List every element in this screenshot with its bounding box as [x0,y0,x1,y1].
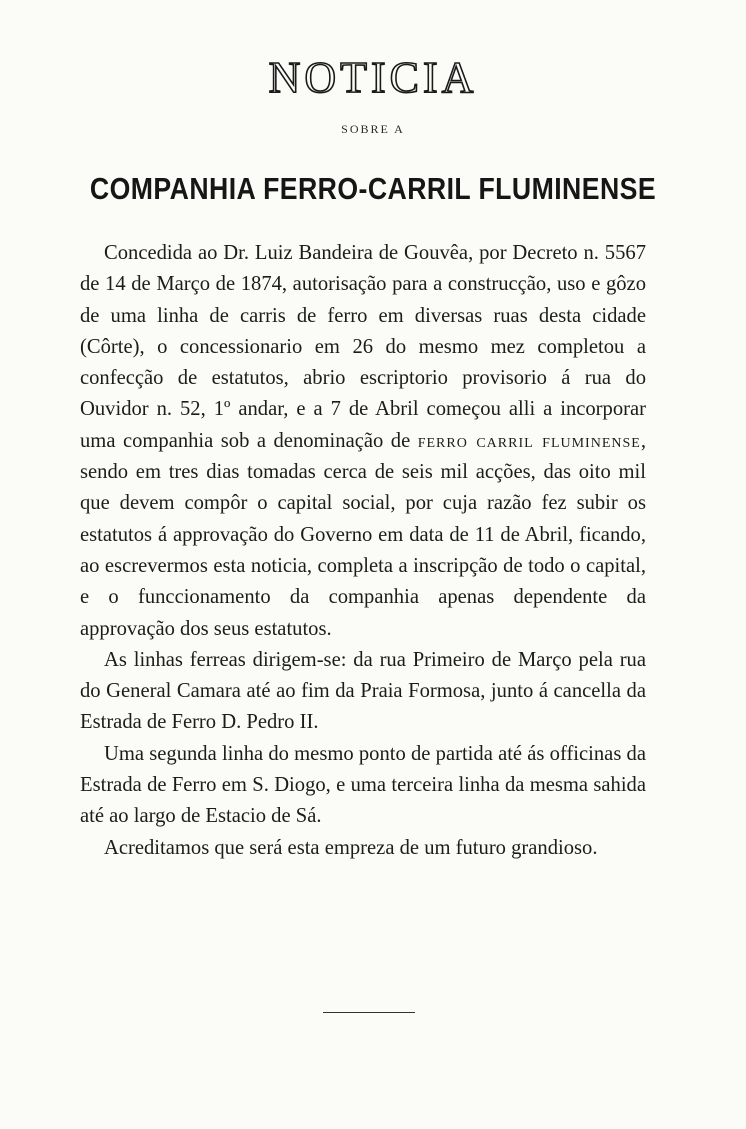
paragraph-1-text-b: , sendo em tres dias tomadas cerca de seis mil acções, das oito mil que devem compôr o capital social, por cuja razão fez subir os estatutos á approvação do Governo em data de 11 de Abril, ficando, ao escrevermos esta noticia, completa a inscripção de todo o capital, e o funccionamento da companhia apenas dependente da approvação dos seus estatutos. [80,429,646,640]
subtitle: SOBRE A [341,122,405,136]
company-name-smallcaps: ferro carril fluminense [417,429,641,452]
closing-rule [323,1012,415,1013]
paragraph-3: Uma segunda linha do mesmo ponto de partida até ás officinas da Estrada de Ferro em S. Diogo, e uma terceira linha da mesma sahida até ao largo de Estacio de Sá. [80,742,646,828]
page-title: NOTICIA [268,53,478,102]
company-heading: COMPANHIA FERRO-CARRIL FLUMINENSE [89,171,657,206]
paragraph-2: As linhas ferreas dirigem-se: da rua Primeiro de Março pela rua do General Camara até ao fim da Praia Formosa, junto á cancella da Estrada de Ferro D. Pedro II. [80,648,646,734]
paragraph-1-text-a: Concedida ao Dr. Luiz Bandeira de Gouvêa, por Decreto n. 5567 de 14 de Março de 1874, autorisação para a construcção, uso e gôzo de uma linha de carris de ferro em diversas ruas desta cidade (Côrte), o concessionario em 26 do mesmo mez completou a confecção de estatutos, abrio escriptorio provisorio á rua do Ouvidor n. 52, 1º andar, e a 7 de Abril começou alli a incorporar uma companhia sob a denominação de [80,242,646,452]
article-body [80,238,646,864]
paragraph-1 [80,238,646,645]
paragraph-4: Acreditamos que será esta empreza de um futuro grandioso. [104,836,598,859]
